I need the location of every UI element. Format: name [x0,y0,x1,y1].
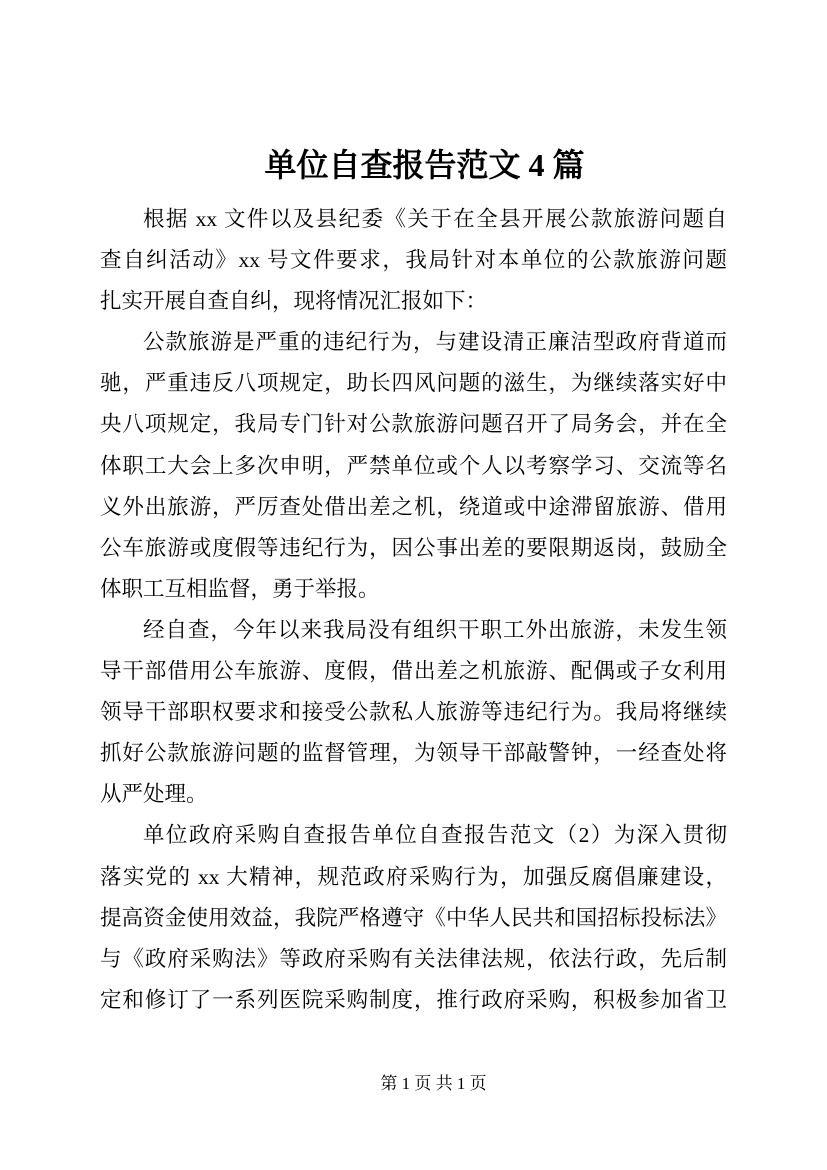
paragraph-line: 根据 xx 文件以及县纪委《关于在全县开展公款旅游问题自 [143,207,727,231]
paragraph-line: 定和修订了一系列医院采购制度，推行政府采购，积极参加省卫 [100,987,727,1012]
paragraph-line: 公车旅游或度假等违纪行为，因公事出差的要限期返岗，鼓励全 [100,535,727,560]
paragraph-line: 查自纠活动》xx 号文件要求，我局针对本单位的公款旅游问题 [100,248,727,273]
document-body [100,199,727,1021]
paragraph-line: 体职工大会上多次申明，严禁单位或个人以考察学习、交流等名 [100,453,727,478]
paragraph [100,199,727,322]
paragraph [100,815,727,1020]
document-content [100,146,727,1021]
paragraph-line: 义外出旅游，严厉查处借出差之机，绕道或中途滞留旅游、借用 [100,494,727,519]
paragraph-line: 体职工互相监督，勇于举报。 [100,576,380,601]
paragraph [100,610,727,815]
paragraph-line: 抓好公款旅游问题的监督管理，为领导干部敲警钟，一经查处将 [100,741,727,766]
paragraph-line: 从严处理。 [100,782,208,807]
page-number-text: 第 1 页 共 1 页 [380,1074,487,1093]
page-footer [100,1074,727,1094]
document-title: 单位自查报告范文 4 篇 [264,147,585,183]
paragraph-line: 领导干部职权要求和接受公款私人旅游等违纪行为。我局将继续 [100,700,727,725]
paragraph-line: 驰，严重违反八项规定，助长四风问题的滋生，为继续落实好中 [100,371,727,396]
paragraph-line: 扎实开展自查自纠，现将情况汇报如下： [100,289,488,314]
paragraph-line: 导干部借用公车旅游、度假，借出差之机旅游、配偶或子女利用 [100,659,727,684]
paragraph-line: 与《政府采购法》等政府采购有关法律法规，依法行政，先后制 [100,946,727,971]
paragraph-line: 公款旅游是严重的违纪行为，与建设清正廉洁型政府背道而 [143,330,727,355]
paragraph [100,322,727,610]
paragraph-line: 提高资金使用效益，我院严格遵守《中华人民共和国招标投标法》 [100,905,727,930]
paragraph-line: 央八项规定，我局专门针对公款旅游问题召开了局务会，并在全 [100,412,727,437]
paragraph-line: 单位政府采购自查报告单位自查报告范文（2）为深入贯彻 [143,823,727,848]
paragraph-line: 落实党的 xx 大精神，规范政府采购行为，加强反腐倡廉建设， [100,864,727,889]
paragraph-line: 经自查，今年以来我局没有组织干职工外出旅游，未发生领 [143,617,727,642]
